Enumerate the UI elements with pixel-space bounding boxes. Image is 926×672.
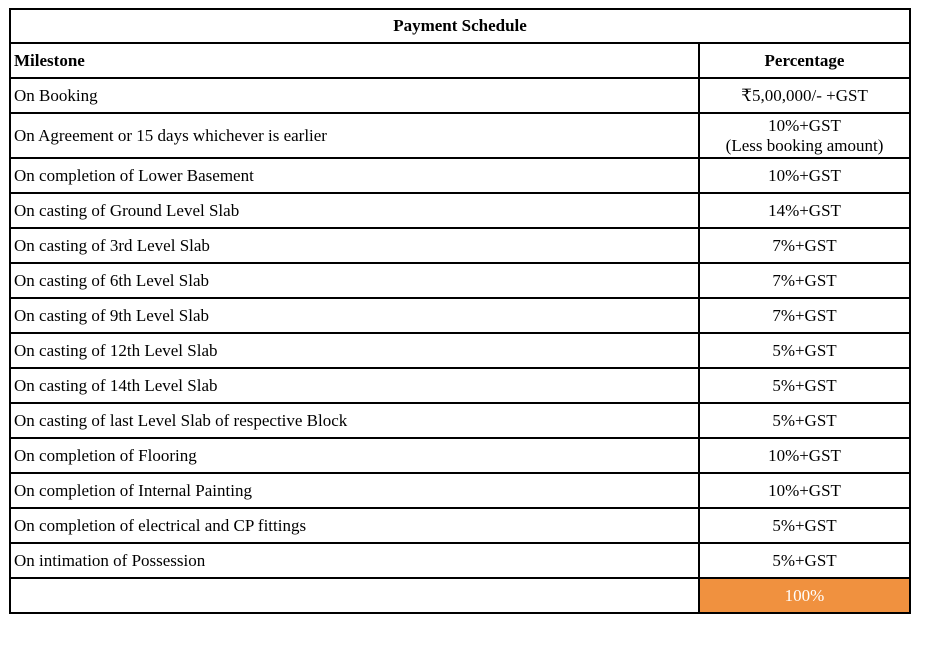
total-percentage-cell: 100% (699, 578, 910, 613)
percentage-cell: 10%+GST (699, 158, 910, 193)
milestone-cell: On intimation of Possession (10, 543, 699, 578)
table-row (10, 298, 910, 333)
percentage-note: (Less booking amount) (725, 135, 884, 155)
milestone-cell: On casting of 3rd Level Slab (10, 228, 699, 263)
milestone-cell: On completion of Internal Painting (10, 473, 699, 508)
percentage-column-header: Percentage (699, 43, 910, 78)
percentage-cell: 5%+GST (699, 403, 910, 438)
milestone-cell: On casting of 14th Level Slab (10, 368, 699, 403)
milestone-cell: On Booking (10, 78, 699, 113)
table-row (10, 158, 910, 193)
percentage-cell: 7%+GST (699, 228, 910, 263)
table-row (10, 473, 910, 508)
milestone-cell: On casting of 9th Level Slab (10, 298, 699, 333)
table-row (10, 438, 910, 473)
table-title: Payment Schedule (10, 9, 910, 43)
milestone-cell: On casting of 12th Level Slab (10, 333, 699, 368)
percentage-cell (699, 113, 910, 158)
percentage-cell: 7%+GST (699, 298, 910, 333)
total-label-cell (10, 578, 699, 613)
milestone-cell: On completion of electrical and CP fittings (10, 508, 699, 543)
table-row (10, 78, 910, 113)
milestone-cell: On casting of Ground Level Slab (10, 193, 699, 228)
table-row (10, 403, 910, 438)
payment-schedule-table (9, 8, 911, 614)
percentage-cell: 5%+GST (699, 368, 910, 403)
percentage-cell: 10%+GST (699, 438, 910, 473)
table-row (10, 193, 910, 228)
table-row (10, 368, 910, 403)
milestone-cell: On completion of Lower Basement (10, 158, 699, 193)
milestone-cell: On casting of last Level Slab of respective Block (10, 403, 699, 438)
total-row (10, 578, 910, 613)
percentage-cell: 5%+GST (699, 543, 910, 578)
header-row (10, 43, 910, 78)
percentage-cell: 5%+GST (699, 333, 910, 368)
table-row (10, 113, 910, 158)
percentage-cell: 5%+GST (699, 508, 910, 543)
percentage-cell: 10%+GST (699, 473, 910, 508)
milestone-column-header: Milestone (10, 43, 699, 78)
table-row (10, 228, 910, 263)
table-row (10, 543, 910, 578)
percentage-cell: ₹5,00,000/- +GST (699, 78, 910, 113)
milestone-cell: On completion of Flooring (10, 438, 699, 473)
milestone-cell: On Agreement or 15 days whichever is earlier (10, 113, 699, 158)
percentage-cell: 7%+GST (699, 263, 910, 298)
milestone-cell: On casting of 6th Level Slab (10, 263, 699, 298)
title-row (10, 9, 910, 43)
table-row (10, 508, 910, 543)
percentage-cell: 14%+GST (699, 193, 910, 228)
percentage-value: 10%+GST (768, 115, 841, 135)
table-row (10, 263, 910, 298)
table-row (10, 333, 910, 368)
